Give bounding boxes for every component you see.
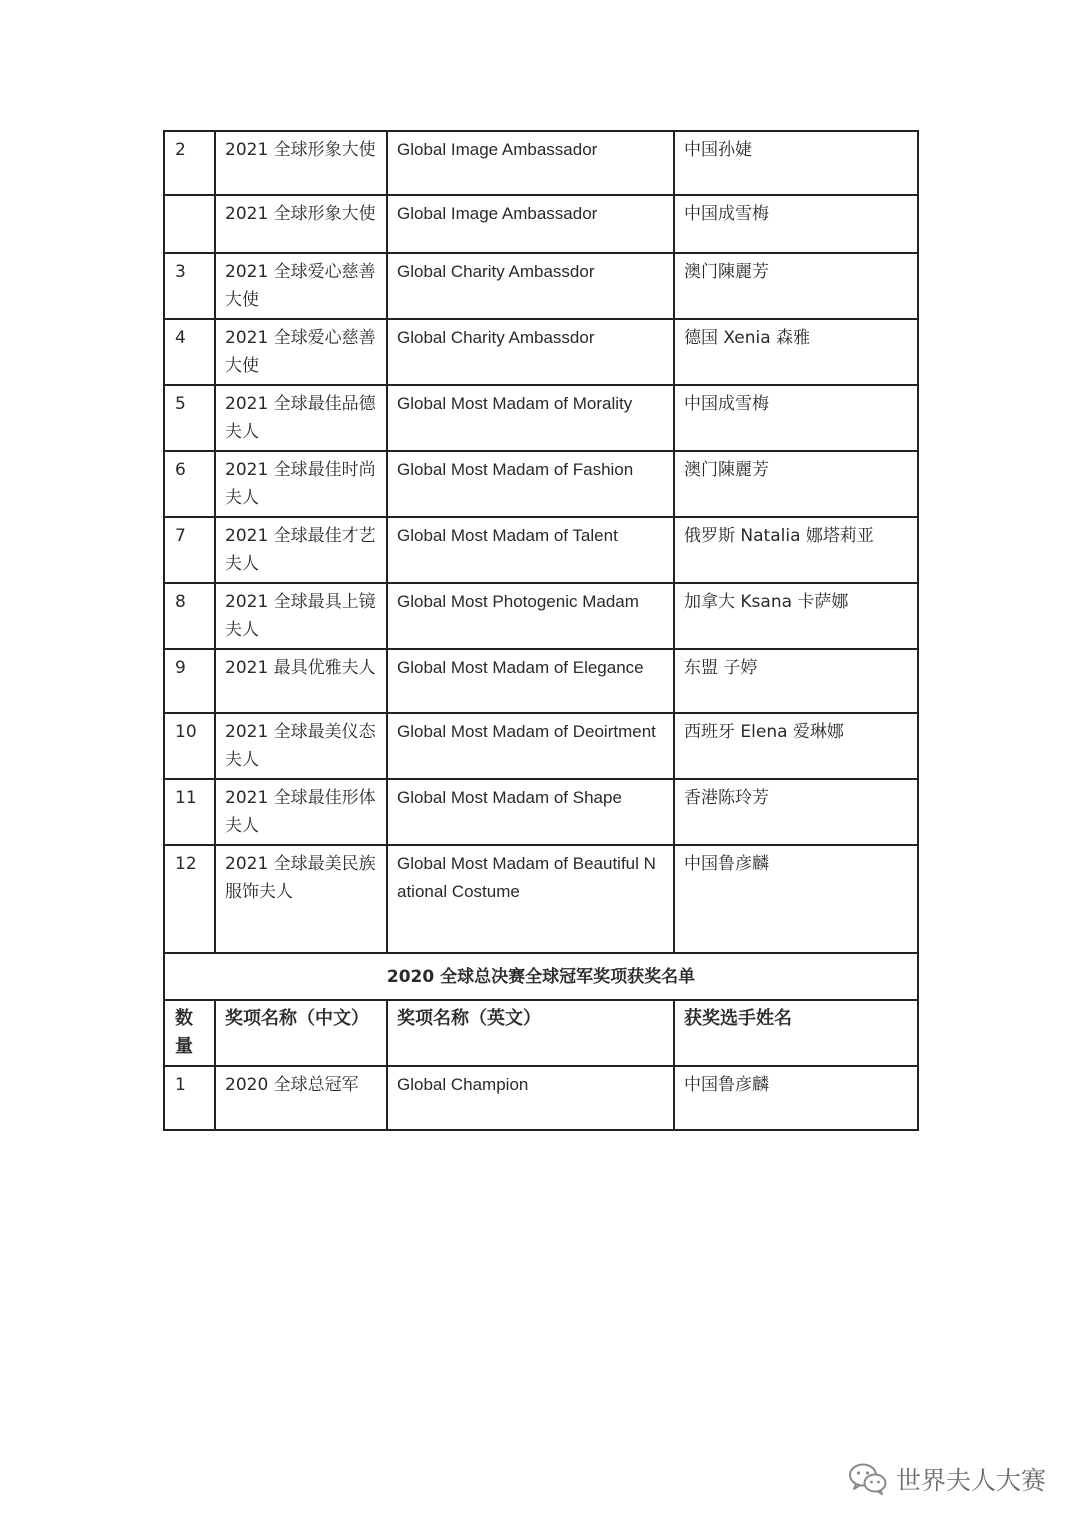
table-row — [164, 319, 918, 385]
award-name-en: Global Most Madam of Shape — [387, 779, 674, 845]
award-name-cn: 2021 全球最美仪态夫人 — [215, 713, 387, 779]
winner-name: 中国成雪梅 — [674, 385, 918, 451]
award-name-cn: 2021 全球最具上镜夫人 — [215, 583, 387, 649]
award-name-en: Global Most Madam of Elegance — [387, 649, 674, 713]
table-row — [164, 713, 918, 779]
table-row — [164, 385, 918, 451]
award-name-cn: 2021 全球形象大使 — [215, 195, 387, 253]
award-number: 10 — [164, 713, 215, 779]
table-row — [164, 451, 918, 517]
award-name-cn: 2021 最具优雅夫人 — [215, 649, 387, 713]
award-number: 4 — [164, 319, 215, 385]
award-name-cn: 2021 全球最美民族服饰夫人 — [215, 845, 387, 953]
award-name-cn: 2021 全球最佳品德夫人 — [215, 385, 387, 451]
award-name-en: Global Charity Ambassdor — [387, 253, 674, 319]
winner-name: 澳门陳麗芳 — [674, 253, 918, 319]
award-name-en: Global Most Madam of Morality — [387, 385, 674, 451]
award-name-en: Global Most Madam of Beautiful National Costume — [387, 845, 674, 953]
award-name-en: Global Charity Ambassdor — [387, 319, 674, 385]
table-row — [164, 583, 918, 649]
table-row — [164, 517, 918, 583]
table-row — [164, 253, 918, 319]
winner-name: 香港陈玲芳 — [674, 779, 918, 845]
winner-name: 中国鲁彦麟 — [674, 845, 918, 953]
table-row — [164, 779, 918, 845]
award-number: 9 — [164, 649, 215, 713]
table-row — [164, 845, 918, 953]
award-name-en: Global Image Ambassador — [387, 195, 674, 253]
table-row — [164, 195, 918, 253]
winner-name: 东盟 子婷 — [674, 649, 918, 713]
award-name-cn: 2021 全球最佳时尚夫人 — [215, 451, 387, 517]
award-number: 1 — [164, 1066, 215, 1130]
award-number: 2 — [164, 131, 215, 195]
header-number: 数量 — [164, 1000, 215, 1066]
award-name-cn: 2021 全球最佳形体夫人 — [215, 779, 387, 845]
winner-name: 俄罗斯 Natalia 娜塔莉亚 — [674, 517, 918, 583]
header-winner: 获奖选手姓名 — [674, 1000, 918, 1066]
award-name-cn: 2021 全球爱心慈善大使 — [215, 253, 387, 319]
award-name-en: Global Most Photogenic Madam — [387, 583, 674, 649]
award-name-cn: 2021 全球爱心慈善大使 — [215, 319, 387, 385]
header-row — [164, 1000, 918, 1066]
award-name-cn: 2021 全球最佳才艺夫人 — [215, 517, 387, 583]
table-row — [164, 131, 918, 195]
section-title-row — [164, 953, 918, 1000]
watermark-text: 世界夫人大赛 — [895, 1466, 1046, 1495]
section-title: 2020 全球总决赛全球冠军奖项获奖名单 — [164, 953, 918, 1000]
winner-name: 中国成雪梅 — [674, 195, 918, 253]
award-number: 5 — [164, 385, 215, 451]
award-name-en: Global Most Madam of Deoirtment — [387, 713, 674, 779]
header-award-en: 奖项名称（英文） — [387, 1000, 674, 1066]
award-number: 6 — [164, 451, 215, 517]
watermark — [848, 1461, 1046, 1497]
winner-name: 加拿大 Ksana 卡萨娜 — [674, 583, 918, 649]
award-name-en: Global Champion — [387, 1066, 674, 1130]
header-award-cn: 奖项名称（中文） — [215, 1000, 387, 1066]
winner-name: 德国 Xenia 森雅 — [674, 319, 918, 385]
award-number: 11 — [164, 779, 215, 845]
winner-name: 西班牙 Elena 爱琳娜 — [674, 713, 918, 779]
award-number: 12 — [164, 845, 215, 953]
winner-name: 澳门陳麗芳 — [674, 451, 918, 517]
winner-name: 中国鲁彦麟 — [674, 1066, 918, 1130]
award-number: 7 — [164, 517, 215, 583]
award-name-en: Global Image Ambassador — [387, 131, 674, 195]
award-number: 3 — [164, 253, 215, 319]
table-row — [164, 1066, 918, 1130]
award-name-cn: 2020 全球总冠军 — [215, 1066, 387, 1130]
wechat-icon — [848, 1462, 888, 1496]
awards-table — [163, 130, 919, 1131]
award-number — [164, 195, 215, 253]
award-name-cn: 2021 全球形象大使 — [215, 131, 387, 195]
table-row — [164, 649, 918, 713]
award-name-en: Global Most Madam of Talent — [387, 517, 674, 583]
award-number: 8 — [164, 583, 215, 649]
winner-name: 中国孙婕 — [674, 131, 918, 195]
award-name-en: Global Most Madam of Fashion — [387, 451, 674, 517]
